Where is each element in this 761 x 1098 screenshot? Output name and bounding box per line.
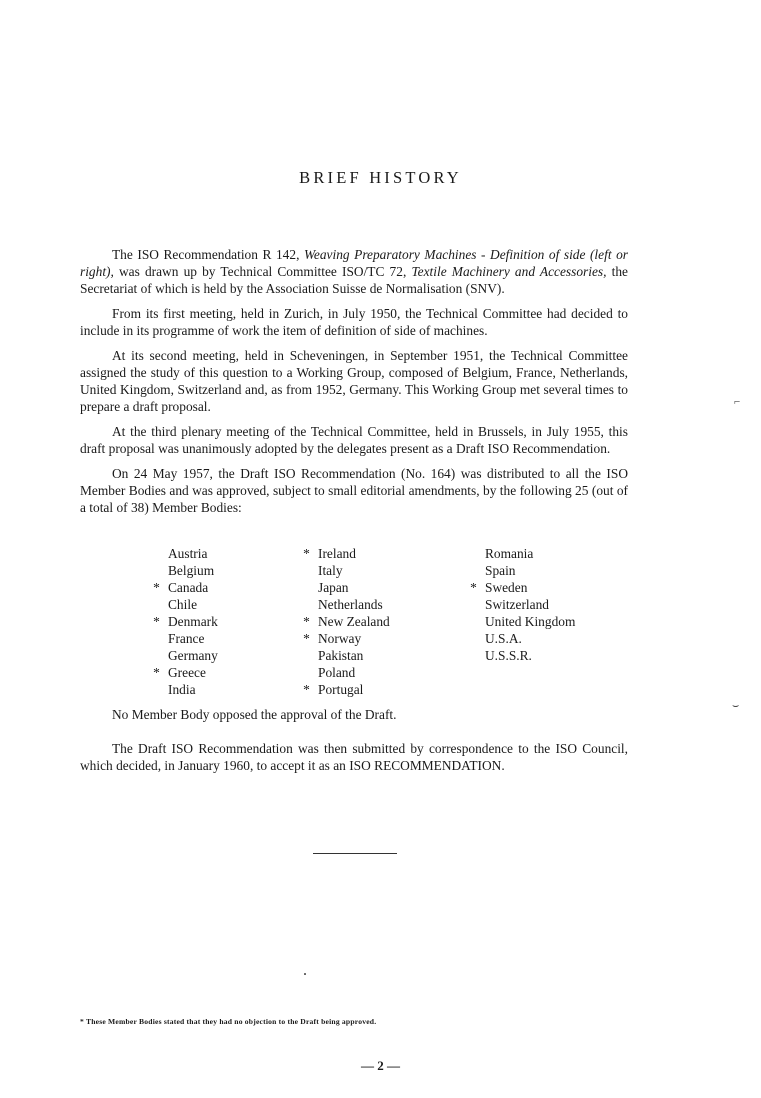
paragraph-first-meeting: From its first meeting, held in Zurich, in July 1950, the Technical Committee had decided to include in its programme of work the item of definition of side of machines.: [80, 306, 628, 338]
member-body-item: [145, 613, 218, 630]
member-body-item: [462, 562, 575, 579]
no-opposition-note: No Member Body opposed the approval of the Draft.: [112, 707, 397, 722]
footnote: * These Member Bodies stated that they had no objection to the Draft being approved.: [80, 1017, 377, 1026]
member-body-item: [462, 596, 575, 613]
asterisk-marker: *: [153, 614, 160, 629]
margin-mark: ⌣: [732, 700, 740, 712]
member-body-name: Norway: [318, 631, 362, 646]
asterisk-marker: [145, 630, 168, 647]
paragraph-distribution: On 24 May 1957, the Draft ISO Recommendation (No. 164) was distributed to all the ISO Member Bodies and was approved, subject to small editorial amendments, by the following 25 (out of a total of 38) Member Bodies:: [80, 466, 628, 515]
asterisk-marker: [295, 647, 318, 664]
member-body-name: Switzerland: [485, 597, 549, 612]
member-body-name: U.S.A.: [485, 631, 522, 646]
member-body-item: [295, 681, 390, 698]
recommendation-title: Weaving Preparatory Machines - Definition of side (left or right),: [80, 247, 628, 279]
asterisk-marker: *: [153, 580, 160, 595]
member-body-item: [145, 562, 218, 579]
intro-text-1: The ISO Recommendation R 142,: [112, 247, 304, 262]
paragraph-second-meeting: At its second meeting, held in Scheveningen, in September 1951, the Technical Committee assigned the study of this question to a Working Group, composed of Belgium, France, Netherlands, United Kingdom, Switzerland and, as from 1952, Germany. This Working Group met several times to prepare a draft proposal.: [80, 348, 628, 414]
member-body-name: Ireland: [318, 546, 356, 561]
member-body-name: Poland: [318, 665, 356, 680]
asterisk-marker: [462, 630, 485, 647]
member-body-name: Greece: [168, 665, 206, 680]
asterisk-marker: *: [303, 631, 310, 646]
member-body-item: [295, 664, 390, 681]
member-body-item: [295, 596, 390, 613]
member-body-name: Sweden: [485, 580, 528, 595]
member-body-item: [295, 647, 390, 664]
paragraph-third-meeting: At the third plenary meeting of the Technical Committee, held in Brussels, in July 1955, this draft proposal was unanimously adopted by the delegates present as a Draft ISO Recommendation.: [80, 424, 628, 456]
member-body-name: Italy: [318, 563, 343, 578]
member-body-name: Spain: [485, 563, 516, 578]
asterisk-marker: [462, 647, 485, 664]
page-number: — 2 —: [361, 1058, 400, 1073]
member-body-item: [145, 681, 218, 698]
member-body-name: United Kingdom: [485, 614, 576, 629]
member-body-item: [145, 596, 218, 613]
member-body-name: India: [168, 682, 196, 697]
paragraph-intro: [80, 246, 628, 297]
section-divider: [313, 853, 397, 854]
member-body-item: [295, 630, 390, 647]
intro-text-3: the Secretariat of which is held by the Association Suisse de Normalisation (SNV).: [80, 264, 628, 296]
member-body-item: [462, 647, 575, 664]
member-body-name: Pakistan: [318, 648, 364, 663]
member-body-item: [462, 613, 575, 630]
member-body-item: [145, 647, 218, 664]
asterisk-marker: *: [303, 546, 310, 561]
member-body-item: [295, 579, 390, 596]
print-speck: [304, 973, 306, 975]
member-body-item: [462, 630, 575, 647]
member-column-1: [145, 545, 218, 698]
asterisk-marker: *: [470, 580, 477, 595]
member-body-name: Romania: [485, 546, 534, 561]
member-body-name: Netherlands: [318, 597, 383, 612]
member-body-item: [145, 630, 218, 647]
margin-mark: ⌐: [734, 396, 741, 408]
member-body-name: U.S.S.R.: [485, 648, 532, 663]
asterisk-marker: *: [153, 665, 160, 680]
member-body-item: [295, 562, 390, 579]
member-body-name: Portugal: [318, 682, 364, 697]
member-body-item: [145, 545, 218, 562]
asterisk-marker: [295, 579, 318, 596]
member-body-item: [295, 613, 390, 630]
asterisk-marker: [462, 562, 485, 579]
asterisk-marker: [295, 596, 318, 613]
committee-title: Textile Machinery and Accessories,: [411, 264, 607, 279]
member-body-name: Japan: [318, 580, 349, 595]
history-body: [80, 246, 628, 524]
asterisk-marker: *: [303, 682, 310, 697]
asterisk-marker: [462, 613, 485, 630]
member-body-name: Belgium: [168, 563, 215, 578]
member-body-item: [462, 545, 575, 562]
member-body-name: New Zealand: [318, 614, 390, 629]
asterisk-marker: [145, 681, 168, 698]
member-body-name: Chile: [168, 597, 198, 612]
asterisk-marker: [462, 596, 485, 613]
member-column-2: [295, 545, 390, 698]
asterisk-marker: *: [303, 614, 310, 629]
asterisk-marker: [145, 596, 168, 613]
asterisk-marker: [145, 545, 168, 562]
asterisk-marker: [145, 647, 168, 664]
member-body-name: France: [168, 631, 205, 646]
paragraph-acceptance: The Draft ISO Recommendation was then submitted by correspondence to the ISO Council, which decided, in January 1960, to accept it as an ISO RECOMMENDATION.: [80, 741, 628, 773]
asterisk-marker: [145, 562, 168, 579]
member-body-name: Germany: [168, 648, 218, 663]
member-column-3: [462, 545, 575, 664]
member-body-name: Canada: [168, 580, 209, 595]
intro-text-2: was drawn up by Technical Committee ISO/TC 72,: [113, 264, 412, 279]
member-body-name: Denmark: [168, 614, 218, 629]
member-body-item: [462, 579, 575, 596]
member-body-item: [295, 545, 390, 562]
page-title: BRIEF HISTORY: [299, 168, 462, 187]
asterisk-marker: [295, 664, 318, 681]
member-body-item: [145, 664, 218, 681]
final-paragraph: [80, 740, 628, 774]
member-body-item: [145, 579, 218, 596]
asterisk-marker: [295, 562, 318, 579]
asterisk-marker: [462, 545, 485, 562]
member-body-name: Austria: [168, 546, 208, 561]
